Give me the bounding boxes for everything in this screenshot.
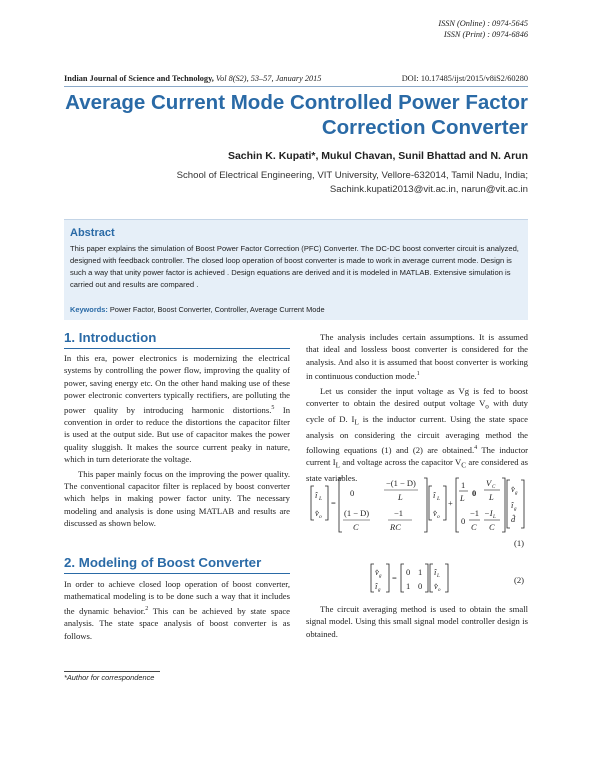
svg-text:0: 0 <box>350 488 355 498</box>
svg-text:o: o <box>319 514 322 520</box>
small-signal-text: The circuit averaging method is used to obtain the small signal model. Using this small signal model controller design is obtained. <box>306 604 528 639</box>
equation-1-label: (1) <box>514 538 525 548</box>
header-rule <box>64 86 528 87</box>
paper-title <box>58 90 528 140</box>
section-2-body <box>64 578 290 642</box>
doi: DOI: 10.17485/ijst/2015/v8iS2/60280 <box>401 74 528 83</box>
svg-text:î: î <box>433 490 436 500</box>
equation-2-label: (2) <box>514 575 525 585</box>
intro-paragraph-2: This paper mainly focus on the improving the power quality. The conventional capacitor filter is replaced by boost converter which helps in making power factor unity. The necessary modeling and analysis is done using MATLAB and results are discussed as shown below. <box>64 468 290 529</box>
svg-text:g: g <box>514 507 517 512</box>
keywords-label: Keywords: <box>70 305 108 314</box>
svg-text:g: g <box>378 588 381 593</box>
svg-text:d̂: d̂ <box>511 514 516 524</box>
journal-name: Indian Journal of Science and Technology, <box>64 74 214 83</box>
svg-text:o: o <box>438 588 441 593</box>
svg-text:RC: RC <box>390 522 401 532</box>
modeling-paragraph-1: In order to achieve closed loop operation of boost converter, mathematical modeling is to be done such a way that it includes the dynamic behavior.$^2$ This can be achieved by state space analysis. The state space analysis of boost converter is as follows. <box>64 579 290 641</box>
footnote: *Author for correspondence <box>64 673 155 682</box>
small-signal-paragraph <box>306 603 528 640</box>
svg-text:=: = <box>392 573 397 583</box>
svg-text:V: V <box>486 478 492 488</box>
affiliation-emails: Sachink.kupati2013@vit.ac.in, narun@vit.ac.in <box>329 184 528 195</box>
issn-block <box>438 18 528 40</box>
svg-text:1: 1 <box>418 567 423 577</box>
issn-print: ISSN (Print) : 0974-6846 <box>443 30 528 39</box>
svg-text:C: C <box>489 522 495 532</box>
svg-text:v̂: v̂ <box>315 508 319 518</box>
svg-text:1: 1 <box>461 480 466 490</box>
svg-text:L: L <box>493 515 496 520</box>
svg-text:L: L <box>460 493 465 503</box>
svg-text:1: 1 <box>406 581 411 591</box>
svg-text:−1: −1 <box>394 508 404 518</box>
svg-text:0: 0 <box>472 488 477 498</box>
svg-text:−I: −I <box>484 508 493 518</box>
svg-text:v̂: v̂ <box>511 484 515 494</box>
equation-1 <box>306 474 528 544</box>
abstract-text: This paper explains the simulation of Boost Power Factor Correction (PFC) Converter. The DC-DC boost converter circuit is analyzed, designed with feedback controller. The closed loop operation of boost converter is made to work in average current mode. Design is such a way that unity power factor is achieved . Design equations are derived and it is modeled in MATLAB. Extensive simulation is carried out and results are compared . <box>70 244 519 289</box>
svg-text:î: î <box>315 490 318 500</box>
svg-text:L: L <box>437 574 440 579</box>
right-column-body <box>306 331 528 484</box>
svg-text:(1 − D): (1 − D) <box>344 508 370 518</box>
svg-text:=: = <box>331 498 336 508</box>
svg-text:o: o <box>437 514 440 520</box>
issn-online: ISSN (Online) : 0974-5645 <box>438 19 528 28</box>
svg-text:L: L <box>437 496 441 502</box>
svg-text:−1: −1 <box>470 508 480 518</box>
svg-text:L: L <box>398 492 403 502</box>
affiliation-line-1: School of Electrical Engineering, VIT University, Vellore-632014, Tamil Nadu, India; <box>176 170 528 181</box>
assumptions-paragraph: The analysis includes certain assumptions. It is assumed that ideal and lossless boost converter is considered for the analysis. And also it is assumed that boost converter is working in continuous conduction mode.$^1$ <box>306 332 528 382</box>
svg-text:g: g <box>515 491 518 496</box>
section-1-rule <box>64 348 290 349</box>
section-1-heading: 1. Introduction <box>64 330 157 345</box>
section-1-body <box>64 352 290 530</box>
authors: Sachin K. Kupati*, Mukul Chavan, Sunil Bhattad and N. Arun <box>227 150 528 162</box>
svg-text:C: C <box>471 522 477 532</box>
journal-citation <box>64 74 321 83</box>
svg-text:0: 0 <box>406 567 411 577</box>
affiliation <box>177 169 528 197</box>
svg-text:v̂: v̂ <box>434 581 438 591</box>
section-2-heading: 2. Modeling of Boost Converter <box>64 555 262 570</box>
state-variables-paragraph: Let us consider the input voltage as Vg is fed to boost converter to obtain the desired output voltage $V_o$ with duty cycle of D. $I_L$ is the inductor current. Using the state space analysis on considering the circuit averaging method the following equations (1) and (2) are obtained.$^4$ The inductor current $I_L$ and voltage across the capacitor $V_C$ are considered as state variables. <box>306 385 528 483</box>
keywords-list: Power Factor, Boost Converter, Controller, Average Current Mode <box>107 305 325 314</box>
svg-text:+: + <box>448 498 453 508</box>
svg-text:v̂: v̂ <box>433 508 437 518</box>
svg-text:C: C <box>492 485 496 490</box>
footnote-rule <box>64 671 160 672</box>
intro-paragraph-1: In this era, power electronics is modernizing the electrical systems by controlling the power flow, improving the quality of power, saving energy etc. On the other hand making use of these power electronic converters typically rectifiers, are polluting the power quality by introducing harmonic distortions.$^5$ In convention in order to reduce the distortions the capacitor filter is used at the output side. But use of capacitor makes the power quality sluggish. It makes the source current peaky in nature, which in turn deteriorate the voltage. <box>64 353 291 465</box>
svg-text:î: î <box>434 567 437 577</box>
svg-text:î: î <box>375 581 378 591</box>
svg-text:0: 0 <box>461 516 466 526</box>
title-line-1: Average Current Mode Controlled Power Factor <box>65 91 528 114</box>
svg-text:−(1 − D): −(1 − D) <box>386 478 416 488</box>
svg-text:C: C <box>353 522 359 532</box>
svg-text:L: L <box>489 492 494 502</box>
abstract-box <box>64 219 528 320</box>
svg-text:v̂: v̂ <box>375 567 379 577</box>
svg-text:0: 0 <box>418 581 423 591</box>
svg-text:î: î <box>511 500 514 510</box>
title-line-2: Correction Converter <box>321 116 528 139</box>
keywords <box>70 305 325 314</box>
section-2-rule <box>64 573 290 574</box>
journal-volume: Vol 8(S2), 53–57, January 2015 <box>213 74 322 83</box>
svg-text:L: L <box>319 496 323 502</box>
equation-2 <box>370 560 460 596</box>
abstract-heading: Abstract <box>70 227 115 239</box>
svg-text:g: g <box>379 574 382 579</box>
